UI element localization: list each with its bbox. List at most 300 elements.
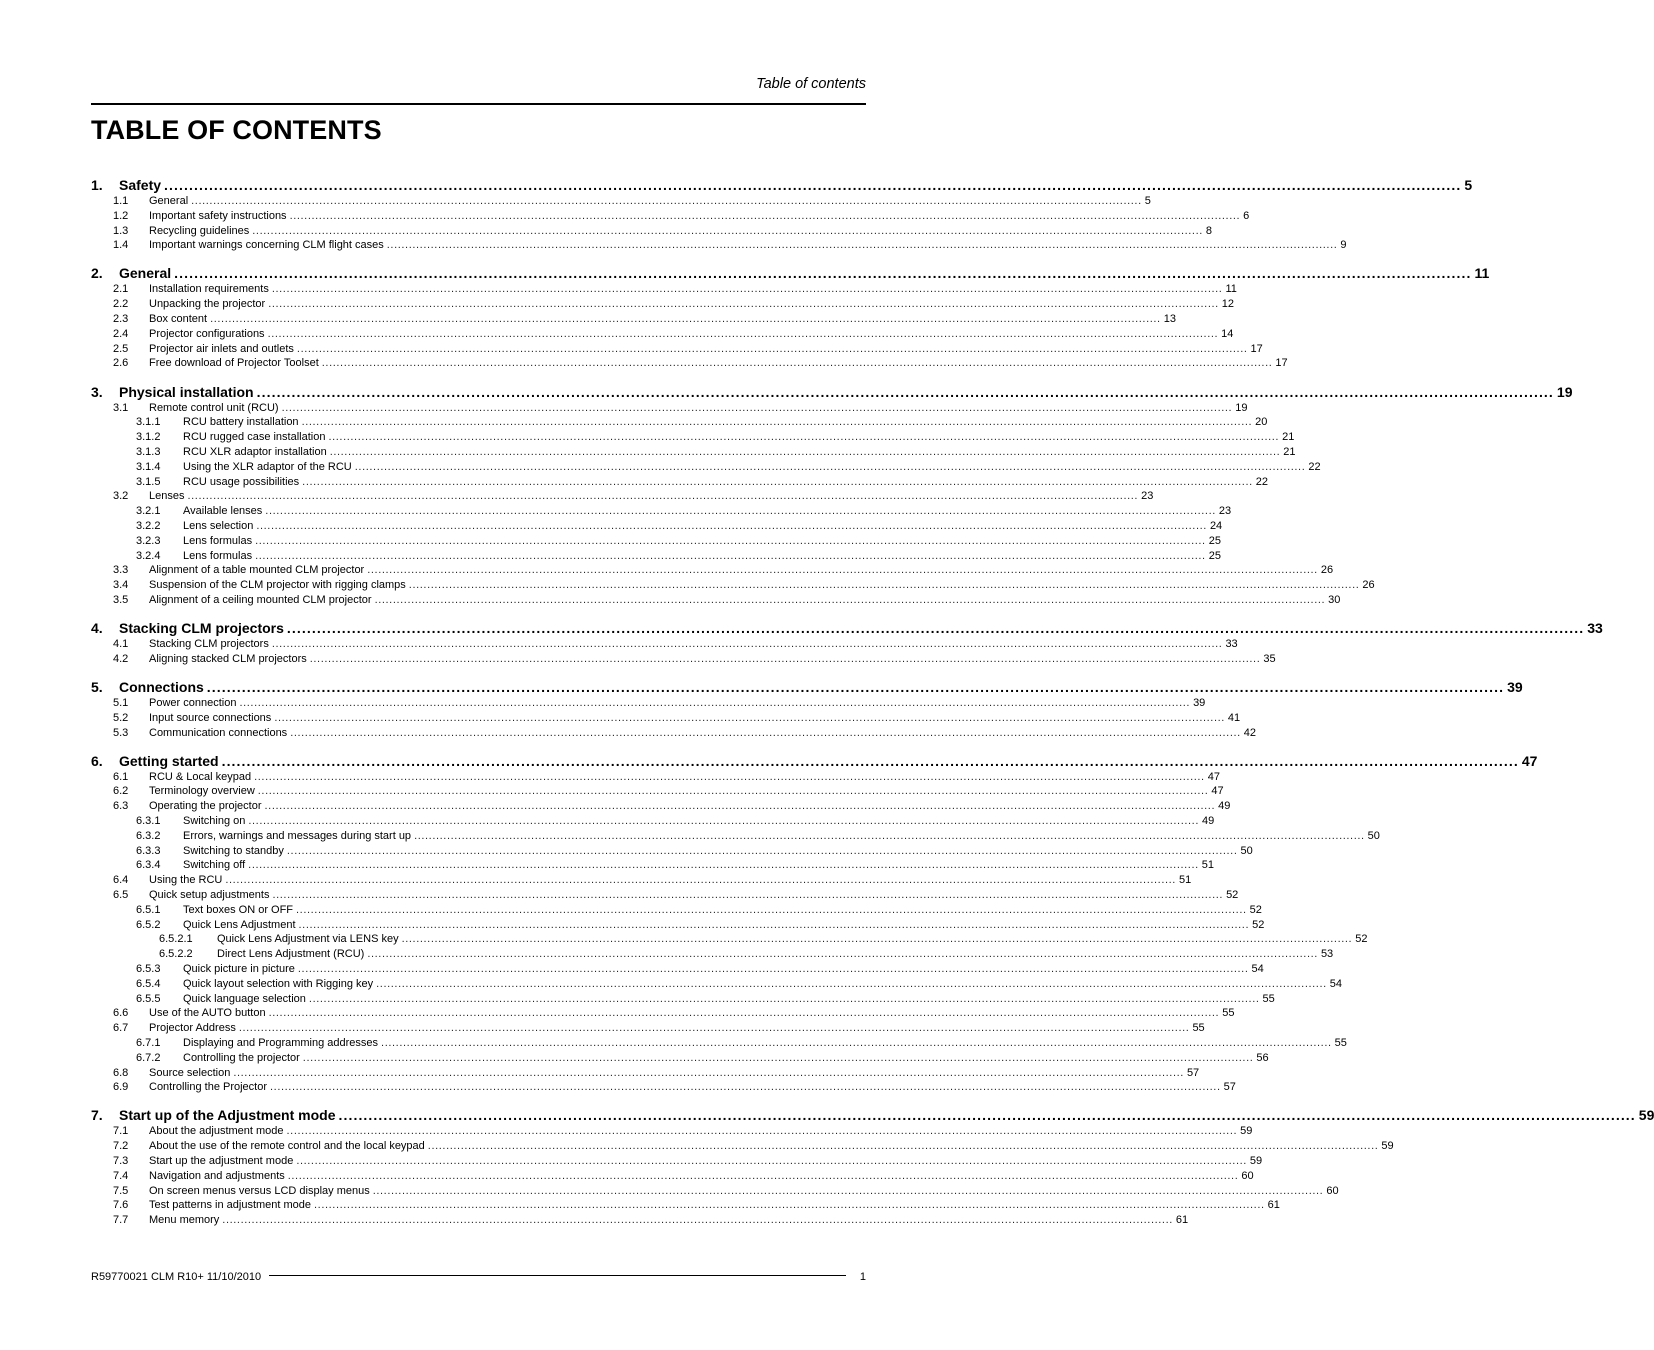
dot-leader: .................................................................................................................................................................................................................................................................... xyxy=(264,800,1216,813)
toc-entry[interactable] xyxy=(91,1154,1263,1169)
toc-entry[interactable] xyxy=(91,534,1221,549)
toc-entry-page-number: 21 xyxy=(1283,445,1296,458)
dot-leader: .................................................................................................................................................................................................................................................................... xyxy=(314,1199,1265,1212)
toc-entry-title: Start up the adjustment mode xyxy=(149,1155,294,1168)
toc-entry-title: Controlling the Projector xyxy=(149,1081,268,1094)
dot-leader: .................................................................................................................................................................................................................................................................... xyxy=(271,638,1223,651)
toc-entry-number: 6.8 xyxy=(113,1066,129,1079)
toc-entry-page-number: 59 xyxy=(1249,1155,1263,1168)
toc-entry[interactable] xyxy=(91,726,1257,741)
toc-entry-number: 6.5.4 xyxy=(136,977,161,990)
toc-entry-title: Source selection xyxy=(149,1066,231,1079)
toc-entry[interactable] xyxy=(91,312,1176,327)
toc-entry-number: 6.5.2.2 xyxy=(159,948,193,961)
toc-entry-number: 3.1 xyxy=(113,401,129,414)
dot-leader: .................................................................................................................................................................................................................................................................... xyxy=(302,1051,1254,1064)
toc-entry-title: Available lenses xyxy=(183,505,263,518)
toc-entry-title: Projector configurations xyxy=(149,327,265,340)
toc-entry[interactable] xyxy=(91,637,1238,652)
footer-rule xyxy=(269,1275,846,1276)
toc-entry-title: Quick language selection xyxy=(183,992,306,1005)
toc-entry-title: Recycling guidelines xyxy=(149,224,250,237)
toc-entry-page-number: 22 xyxy=(1255,475,1269,488)
toc-entry-page-number: 39 xyxy=(1193,696,1206,709)
toc-entry[interactable] xyxy=(91,888,1239,903)
dot-leader: .................................................................................................................................................................................................................................................................... xyxy=(401,933,1353,946)
toc-entry[interactable] xyxy=(91,1080,1236,1095)
toc-entry-page-number: 54 xyxy=(1251,962,1264,975)
toc-entry-number: 4. xyxy=(91,620,103,637)
dot-leader: .................................................................................................................................................................................................................................................................... xyxy=(265,505,1216,518)
dot-leader: .................................................................................................................................................................................................................................................................... xyxy=(414,829,1365,842)
toc-entry-title: Alignment of a table mounted CLM projector xyxy=(149,564,365,577)
toc-entry-title: Switching off xyxy=(183,859,246,872)
toc-entry-title: RCU XLR adaptor installation xyxy=(183,445,327,458)
toc-entry-title: Physical installation xyxy=(119,383,254,400)
dot-leader: .................................................................................................................................................................................................................................................................... xyxy=(256,383,1554,400)
dot-leader: .................................................................................................................................................................................................................................................................... xyxy=(257,785,1209,798)
dot-leader: .................................................................................................................................................................................................................................................................... xyxy=(289,209,1241,222)
dot-leader: .................................................................................................................................................................................................................................................................... xyxy=(191,195,1142,207)
toc-entry-number: 2.2 xyxy=(113,298,129,311)
toc-entry[interactable] xyxy=(91,858,1215,873)
toc-entry[interactable] xyxy=(91,829,1380,844)
toc-entry-page-number: 21 xyxy=(1282,431,1295,444)
toc-entry-page-number: 61 xyxy=(1267,1199,1280,1212)
toc-entry[interactable] xyxy=(91,1139,1394,1154)
dot-leader: .................................................................................................................................................................................................................................................................... xyxy=(248,814,1199,827)
toc-entry-page-number: 52 xyxy=(1355,933,1368,946)
toc-entry-number: 6.7.2 xyxy=(136,1051,161,1064)
toc-entry-page-number: 11 xyxy=(1225,283,1237,296)
toc-entry[interactable] xyxy=(91,903,1262,918)
toc-entry-number: 3.2.4 xyxy=(136,549,161,562)
toc-entry[interactable] xyxy=(91,992,1275,1007)
toc-entry-page-number: 56 xyxy=(1256,1051,1269,1064)
toc-entry-number: 4.2 xyxy=(113,652,129,665)
dot-leader: .................................................................................................................................................................................................................................................................... xyxy=(272,888,1224,901)
toc-entry-title: Lenses xyxy=(149,490,185,503)
toc-entry-number: 3.5 xyxy=(113,593,129,606)
dot-leader: .................................................................................................................................................................................................................................................................... xyxy=(329,445,1281,458)
toc-chapter xyxy=(91,1106,1654,1228)
dot-leader: .................................................................................................................................................................................................................................................................... xyxy=(296,903,1247,916)
toc-entry-number: 6.5 xyxy=(113,888,129,901)
toc-entry-page-number: 59 xyxy=(1638,1107,1654,1124)
toc-entry-title: On screen menus versus LCD display menus xyxy=(149,1184,370,1197)
toc-entry-page-number: 50 xyxy=(1367,829,1380,842)
toc-entry-page-number: 12 xyxy=(1221,298,1235,311)
toc-entry-title: Quick setup adjustments xyxy=(149,888,270,901)
toc-entry-number: 6.9 xyxy=(113,1081,129,1094)
toc-entry[interactable] xyxy=(91,430,1295,445)
toc-entry-page-number: 51 xyxy=(1201,859,1215,872)
toc-entry-number: 3.1.3 xyxy=(136,445,161,458)
toc-entry-number: 6.5.3 xyxy=(136,962,161,975)
toc-entry[interactable] xyxy=(91,1036,1347,1051)
toc-entry[interactable] xyxy=(91,489,1154,504)
toc-entry-number: 1. xyxy=(91,177,103,193)
toc-entry-title: Installation requirements xyxy=(149,283,269,296)
toc-entry[interactable] xyxy=(91,799,1231,814)
dot-leader: .................................................................................................................................................................................................................................................................... xyxy=(210,313,1161,326)
toc-entry-page-number: 52 xyxy=(1226,888,1239,901)
page-footer xyxy=(91,1270,866,1284)
dot-leader: .................................................................................................................................................................................................................................................................... xyxy=(221,752,1519,769)
toc-entry-page-number: 11 xyxy=(1474,265,1490,282)
toc-chapter xyxy=(91,264,1490,371)
toc-chapter-heading[interactable] xyxy=(91,383,1573,401)
toc-entry-page-number: 49 xyxy=(1218,800,1231,813)
toc-entry[interactable] xyxy=(91,475,1269,490)
toc-entry-title: Projector Address xyxy=(149,1022,236,1035)
toc-entry-number: 6.3.2 xyxy=(136,829,161,842)
toc-entry[interactable] xyxy=(91,652,1276,667)
dot-leader: .................................................................................................................................................................................................................................................................... xyxy=(301,416,1253,429)
toc-entry[interactable] xyxy=(91,297,1235,312)
toc-entry-number: 3.2 xyxy=(113,490,129,503)
toc-entry-title: Lens formulas xyxy=(183,549,253,562)
toc-entry-number: 5. xyxy=(91,678,103,695)
toc-entry-page-number: 49 xyxy=(1201,814,1215,827)
toc-entry-title: RCU & Local keypad xyxy=(149,770,252,783)
toc-entry-page-number: 51 xyxy=(1178,874,1192,887)
toc-entry-title: Switching on xyxy=(183,814,246,827)
toc-entry-page-number: 60 xyxy=(1241,1169,1254,1182)
toc-chapter xyxy=(91,619,1603,667)
dot-leader: .................................................................................................................................................................................................................................................................... xyxy=(268,1007,1220,1020)
toc-entry-page-number: 30 xyxy=(1328,593,1341,606)
toc-chapter-heading[interactable] xyxy=(91,264,1490,282)
dot-leader: .................................................................................................................................................................................................................................................................... xyxy=(372,1184,1324,1197)
toc-entry-number: 1.4 xyxy=(113,239,129,252)
toc-entry-page-number: 6 xyxy=(1243,209,1250,222)
footer-page-number: 1 xyxy=(859,1271,866,1283)
toc-entry-page-number: 55 xyxy=(1262,992,1275,1005)
toc-entry-title: General xyxy=(119,265,172,282)
dot-leader: .................................................................................................................................................................................................................................................................... xyxy=(255,549,1206,562)
toc-entry-number: 7.3 xyxy=(113,1155,129,1168)
dot-leader: .................................................................................................................................................................................................................................................................... xyxy=(308,992,1260,1005)
toc-entry[interactable] xyxy=(91,1021,1205,1036)
toc-entry-number: 2.1 xyxy=(113,283,129,296)
running-header: Table of contents xyxy=(756,76,866,92)
toc-entry-title: Alignment of a ceiling mounted CLM projector xyxy=(149,593,372,606)
dot-leader: .................................................................................................................................................................................................................................................................... xyxy=(386,239,1338,252)
toc-entry-title: RCU usage possibilities xyxy=(183,475,300,488)
toc-entry[interactable] xyxy=(91,932,1368,947)
toc-entry[interactable] xyxy=(91,224,1213,239)
toc-chapter-heading[interactable] xyxy=(91,752,1538,770)
toc-entry[interactable] xyxy=(91,578,1375,593)
dot-leader: .................................................................................................................................................................................................................................................................... xyxy=(427,1140,1379,1153)
toc-entry-number: 7.7 xyxy=(113,1214,129,1227)
toc-chapter-heading[interactable] xyxy=(91,678,1523,696)
toc-entry[interactable] xyxy=(91,814,1215,829)
toc-entry[interactable] xyxy=(91,947,1334,962)
toc-entry-title: Use of the AUTO button xyxy=(149,1007,266,1020)
toc-entry-page-number: 59 xyxy=(1381,1140,1394,1153)
toc-entry-page-number: 41 xyxy=(1227,711,1241,724)
toc-entry[interactable] xyxy=(91,1198,1280,1213)
toc-entry[interactable] xyxy=(91,711,1241,726)
dot-leader: .................................................................................................................................................................................................................................................................... xyxy=(367,948,1318,961)
toc-entry-page-number: 57 xyxy=(1223,1081,1236,1094)
toc-entry-title: Quick layout selection with Rigging key xyxy=(183,977,374,990)
dot-leader: .................................................................................................................................................................................................................................................................... xyxy=(267,327,1219,340)
dot-leader: .................................................................................................................................................................................................................................................................... xyxy=(321,357,1273,370)
dot-leader: .................................................................................................................................................................................................................................................................... xyxy=(271,283,1223,296)
dot-leader: .................................................................................................................................................................................................................................................................... xyxy=(309,652,1261,665)
dot-leader: .................................................................................................................................................................................................................................................................... xyxy=(286,620,1585,637)
toc-entry-page-number: 19 xyxy=(1556,383,1573,400)
toc-entry-number: 3.1.5 xyxy=(136,475,161,488)
toc-entry-title: Unpacking the projector xyxy=(149,298,266,311)
toc-entry[interactable] xyxy=(91,1184,1339,1199)
toc-entry-title: Switching to standby xyxy=(183,844,284,857)
toc-entry-title: Operating the projector xyxy=(149,800,262,813)
toc-entry-page-number: 33 xyxy=(1225,638,1238,651)
toc-entry-page-number: 47 xyxy=(1521,752,1538,769)
toc-entry[interactable] xyxy=(91,445,1296,460)
toc-entry-page-number: 61 xyxy=(1175,1214,1189,1227)
toc-entry-title: Direct Lens Adjustment (RCU) xyxy=(217,948,365,961)
dot-leader: .................................................................................................................................................................................................................................................................... xyxy=(286,844,1238,857)
toc-entry-title: About the adjustment mode xyxy=(149,1125,284,1138)
toc-entry-number: 7.5 xyxy=(113,1184,129,1197)
toc-chapter-heading[interactable] xyxy=(91,176,1473,194)
dot-leader: .................................................................................................................................................................................................................................................................... xyxy=(297,962,1249,975)
toc-entry-number: 3.2.1 xyxy=(136,505,161,518)
toc-entry-page-number: 47 xyxy=(1207,770,1220,783)
toc-entry-page-number: 19 xyxy=(1235,401,1248,414)
toc-chapter-heading[interactable] xyxy=(91,619,1603,637)
toc-entry[interactable] xyxy=(91,962,1264,977)
dot-leader: .................................................................................................................................................................................................................................................................... xyxy=(164,177,1462,193)
toc-entry-title: RCU rugged case installation xyxy=(183,431,326,444)
toc-entry[interactable] xyxy=(91,844,1253,859)
dot-leader: .................................................................................................................................................................................................................................................................... xyxy=(225,874,1176,887)
toc-entry[interactable] xyxy=(91,1169,1254,1184)
toc-entry[interactable] xyxy=(91,1066,1200,1081)
toc-entry[interactable] xyxy=(91,401,1248,416)
toc-entry-number: 1.1 xyxy=(113,195,129,207)
dot-leader: .................................................................................................................................................................................................................................................................... xyxy=(187,490,1139,503)
toc-entry-page-number: 35 xyxy=(1263,652,1276,665)
toc-entry-number: 3.2.3 xyxy=(136,534,161,547)
toc-entry-number: 7.2 xyxy=(113,1140,129,1153)
dot-leader: .................................................................................................................................................................................................................................................................... xyxy=(367,564,1318,577)
toc-entry-title: Quick Lens Adjustment xyxy=(183,918,296,931)
dot-leader: .................................................................................................................................................................................................................................................................... xyxy=(381,1036,1332,1049)
toc-entry-page-number: 25 xyxy=(1208,534,1221,547)
toc-entry-title: Using the XLR adaptor of the RCU xyxy=(183,460,352,473)
toc-entry[interactable] xyxy=(91,327,1234,342)
dot-leader: .................................................................................................................................................................................................................................................................... xyxy=(248,859,1199,872)
dot-leader: .................................................................................................................................................................................................................................................................... xyxy=(374,593,1326,606)
toc-entry-title: Free download of Projector Toolset xyxy=(149,357,319,370)
toc-entry-number: 3.4 xyxy=(113,579,129,592)
toc-entry-page-number: 14 xyxy=(1221,327,1234,340)
toc-entry-title: Navigation and adjustments xyxy=(149,1169,285,1182)
toc-entry-title: Test patterns in adjustment mode xyxy=(149,1199,312,1212)
toc-entry[interactable] xyxy=(91,873,1192,888)
toc-entry-number: 6.5.5 xyxy=(136,992,161,1005)
toc-entry-page-number: 55 xyxy=(1334,1036,1347,1049)
toc-entry-number: 1.2 xyxy=(113,209,129,222)
toc-entry[interactable] xyxy=(91,415,1268,430)
toc-entry-title: Projector air inlets and outlets xyxy=(149,342,294,355)
toc-entry-number: 3.1.2 xyxy=(136,431,161,444)
toc-entry-number: 6.7 xyxy=(113,1022,129,1035)
toc-entry-number: 6.1 xyxy=(113,770,129,783)
toc-entry-title: Suspension of the CLM projector with rigging clamps xyxy=(149,579,406,592)
dot-leader: .................................................................................................................................................................................................................................................................... xyxy=(222,1214,1173,1227)
toc-entry-page-number: 26 xyxy=(1362,579,1375,592)
dot-leader: .................................................................................................................................................................................................................................................................... xyxy=(268,298,1219,311)
dot-leader: .................................................................................................................................................................................................................................................................... xyxy=(302,475,1253,488)
dot-leader: .................................................................................................................................................................................................................................................................... xyxy=(255,534,1206,547)
toc-entry[interactable] xyxy=(91,238,1347,253)
toc-entry-number: 2.3 xyxy=(113,313,129,326)
toc-entry-number: 6. xyxy=(91,752,103,769)
toc-entry-title: Stacking CLM projectors xyxy=(119,620,284,637)
toc-entry-title: Safety xyxy=(119,177,162,193)
dot-leader: .................................................................................................................................................................................................................................................................... xyxy=(281,401,1233,414)
toc-chapter xyxy=(91,383,1573,608)
dot-leader: .................................................................................................................................................................................................................................................................... xyxy=(233,1066,1184,1079)
dot-leader: .................................................................................................................................................................................................................................................................... xyxy=(254,770,1205,783)
toc-entry-number: 2.5 xyxy=(113,342,129,355)
toc-entry-number: 6.3.3 xyxy=(136,844,161,857)
dot-leader: .................................................................................................................................................................................................................................................................... xyxy=(354,460,1306,473)
toc-entry-page-number: 22 xyxy=(1308,460,1321,473)
toc-entry-page-number: 23 xyxy=(1218,505,1232,518)
toc-entry-page-number: 23 xyxy=(1141,490,1154,503)
toc-entry-title: Remote control unit (RCU) xyxy=(149,401,279,414)
toc-entry-number: 6.3.4 xyxy=(136,859,161,872)
toc-entry-page-number: 39 xyxy=(1507,678,1523,695)
toc-entry-number: 6.3.1 xyxy=(136,814,161,827)
toc-entry-title: Menu memory xyxy=(149,1214,220,1227)
toc-entry-title: Displaying and Programming addresses xyxy=(183,1036,379,1049)
toc-entry-title: Quick Lens Adjustment via LENS key xyxy=(217,933,399,946)
toc-entry[interactable] xyxy=(91,549,1221,564)
toc-entry-number: 5.3 xyxy=(113,726,129,739)
footer-document-id: R59770021 CLM R10+ 11/10/2010 xyxy=(91,1271,262,1283)
toc-entry[interactable] xyxy=(91,918,1265,933)
dot-leader: .................................................................................................................................................................................................................................................................... xyxy=(287,1169,1239,1182)
toc-entry-page-number: 26 xyxy=(1320,564,1334,577)
toc-entry-title: About the use of the remote control and the local keypad xyxy=(149,1140,425,1153)
toc-entry-page-number: 52 xyxy=(1249,903,1262,916)
toc-entry-page-number: 17 xyxy=(1275,357,1288,370)
toc-entry[interactable] xyxy=(91,563,1334,578)
toc-entry[interactable] xyxy=(91,342,1263,357)
toc-entry-number: 7. xyxy=(91,1107,103,1124)
dot-leader: .................................................................................................................................................................................................................................................................... xyxy=(256,519,1207,532)
toc-chapter xyxy=(91,176,1473,253)
toc-entry[interactable] xyxy=(91,460,1321,475)
toc-entry[interactable] xyxy=(91,770,1220,785)
toc-entry-number: 5.1 xyxy=(113,696,129,709)
toc-entry-page-number: 54 xyxy=(1329,977,1343,990)
toc-chapter-heading[interactable] xyxy=(91,1106,1654,1124)
dot-leader: .................................................................................................................................................................................................................................................................... xyxy=(296,1155,1247,1168)
toc-entry-title: Aligning stacked CLM projectors xyxy=(149,652,307,665)
dot-leader: .................................................................................................................................................................................................................................................................... xyxy=(174,265,1472,282)
toc-entry[interactable] xyxy=(91,1124,1253,1139)
toc-entry-title: Lens selection xyxy=(183,519,254,532)
toc-entry[interactable] xyxy=(91,519,1223,534)
toc-entry-number: 7.6 xyxy=(113,1199,129,1212)
dot-leader: .................................................................................................................................................................................................................................................................... xyxy=(338,1107,1636,1124)
toc-entry-number: 6.2 xyxy=(113,785,129,798)
toc-entry-page-number: 13 xyxy=(1163,313,1176,326)
toc-entry-title: Power connection xyxy=(149,696,237,709)
toc-entry-number: 2. xyxy=(91,265,103,282)
dot-leader: .................................................................................................................................................................................................................................................................... xyxy=(376,977,1327,990)
toc-entry-page-number: 59 xyxy=(1240,1125,1253,1138)
toc-entry[interactable] xyxy=(91,504,1232,519)
toc-entry[interactable] xyxy=(91,593,1341,608)
toc-entry[interactable] xyxy=(91,194,1151,209)
toc-entry-title: Communication connections xyxy=(149,726,288,739)
toc-entry[interactable] xyxy=(91,696,1206,711)
toc-entry[interactable] xyxy=(91,356,1288,371)
toc-entry-number: 3.1.4 xyxy=(136,460,161,473)
toc-entry-number: 2.4 xyxy=(113,327,129,340)
toc-entry-number: 3.3 xyxy=(113,564,129,577)
toc-entry-page-number: 25 xyxy=(1208,549,1221,562)
toc-entry-page-number: 33 xyxy=(1587,620,1603,637)
toc-entry-number: 1.3 xyxy=(113,224,129,237)
dot-leader: .................................................................................................................................................................................................................................................................... xyxy=(290,726,1241,739)
toc-entry[interactable] xyxy=(91,1213,1189,1228)
toc-entry-page-number: 5 xyxy=(1464,177,1473,193)
toc-entry[interactable] xyxy=(91,282,1237,297)
toc-entry-title: Controlling the projector xyxy=(183,1051,300,1064)
toc-entry[interactable] xyxy=(91,1051,1269,1066)
toc-entry[interactable] xyxy=(91,209,1250,224)
toc-entry-title: Lens formulas xyxy=(183,534,253,547)
toc-entry-page-number: 55 xyxy=(1192,1022,1205,1035)
toc-entry-page-number: 53 xyxy=(1320,948,1334,961)
toc-entry-title: Important safety instructions xyxy=(149,209,287,222)
dot-leader: .................................................................................................................................................................................................................................................................... xyxy=(239,696,1191,709)
toc-entry[interactable] xyxy=(91,977,1343,992)
toc-entry-number: 6.6 xyxy=(113,1007,129,1020)
toc-entry-page-number: 50 xyxy=(1240,844,1253,857)
page-title: TABLE OF CONTENTS xyxy=(91,115,382,145)
toc-entry[interactable] xyxy=(91,784,1224,799)
toc-entry-number: 7.4 xyxy=(113,1169,129,1182)
header-rule xyxy=(91,103,866,105)
toc-entry-number: 6.5.2 xyxy=(136,918,161,931)
toc-entry-title: Quick picture in picture xyxy=(183,962,295,975)
dot-leader: .................................................................................................................................................................................................................................................................... xyxy=(408,579,1360,592)
toc-entry-page-number: 8 xyxy=(1205,224,1213,237)
toc-entry[interactable] xyxy=(91,1006,1235,1021)
toc-entry-title: Using the RCU xyxy=(149,874,223,887)
toc-entry-number: 4.1 xyxy=(113,638,129,651)
dot-leader: .................................................................................................................................................................................................................................................................... xyxy=(238,1022,1190,1035)
toc-entry-page-number: 47 xyxy=(1211,785,1224,798)
dot-leader: .................................................................................................................................................................................................................................................................... xyxy=(296,342,1248,355)
toc-entry-number: 6.4 xyxy=(113,874,129,887)
toc-entry-page-number: 20 xyxy=(1255,416,1268,429)
toc-entry-number: 6.7.1 xyxy=(136,1036,161,1049)
